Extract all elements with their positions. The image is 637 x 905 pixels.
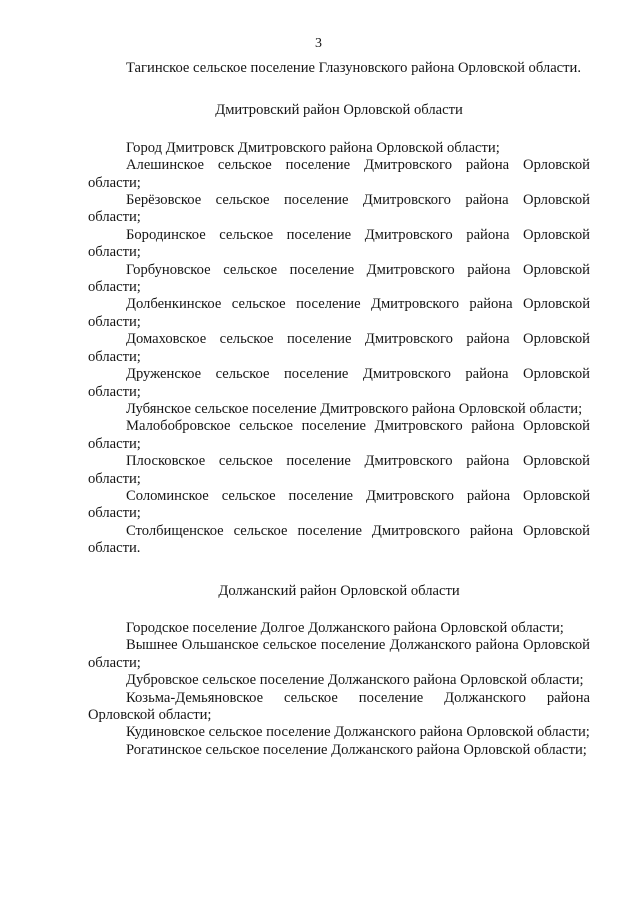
document-body	[88, 60, 590, 759]
list-item: Долбенкинское сельское поселение Дмитровского района Орловской области;	[88, 296, 590, 330]
list-item: Плосковское сельское поселение Дмитровского района Орловской области;	[88, 453, 590, 487]
dolzhansky-list	[88, 620, 590, 759]
list-item: Алешинское сельское поселение Дмитровского района Орловской области;	[88, 157, 590, 191]
list-item: Бородинское сельское поселение Дмитровского района Орловской области;	[88, 226, 590, 261]
list-item: Кудиновское сельское поселение Должанского района Орловской области;	[126, 724, 590, 741]
list-item: Вышнее Ольшанское сельское поселение Должанского района Орловской области;	[88, 637, 590, 671]
list-item: Горбуновское сельское поселение Дмитровского района Орловской области;	[88, 261, 590, 296]
section-heading-dmitrovsky: Дмитровский район Орловской области	[215, 102, 463, 119]
list-item: Малобобровское сельское поселение Дмитровского района Орловской области;	[88, 418, 590, 452]
list-item: Рогатинское сельское поселение Должанского района Орловской области;	[126, 741, 587, 758]
list-item: Тагинское сельское поселение Глазуновского района Орловской области.	[126, 60, 581, 76]
section-heading-dolzhansky: Должанский район Орловской области	[218, 582, 460, 599]
list-item: Город Дмитровск Дмитровского района Орловской области;	[126, 139, 500, 156]
list-item: Друженское сельское поселение Дмитровского района Орловской области;	[88, 366, 590, 400]
list-item: Соломинское сельское поселение Дмитровского района Орловской области;	[88, 487, 590, 522]
list-item: Домаховское сельское поселение Дмитровского района Орловской области;	[88, 331, 590, 365]
dmitrovsky-list	[88, 140, 590, 558]
list-item: Козьма-Демьяновское сельское поселение Должанского района Орловской области;	[88, 689, 590, 723]
list-item: Берёзовское сельское поселение Дмитровского района Орловской области;	[88, 192, 590, 226]
page-number: 3	[315, 36, 322, 51]
list-item: Лубянское сельское поселение Дмитровского района Орловской области;	[126, 400, 583, 417]
list-item: Столбищенское сельское поселение Дмитровского района Орловской области.	[88, 522, 590, 557]
list-item: Дубровское сельское поселение Должанского района Орловской области;	[126, 672, 584, 689]
list-item: Городское поселение Долгое Должанского района Орловской области;	[126, 619, 564, 636]
